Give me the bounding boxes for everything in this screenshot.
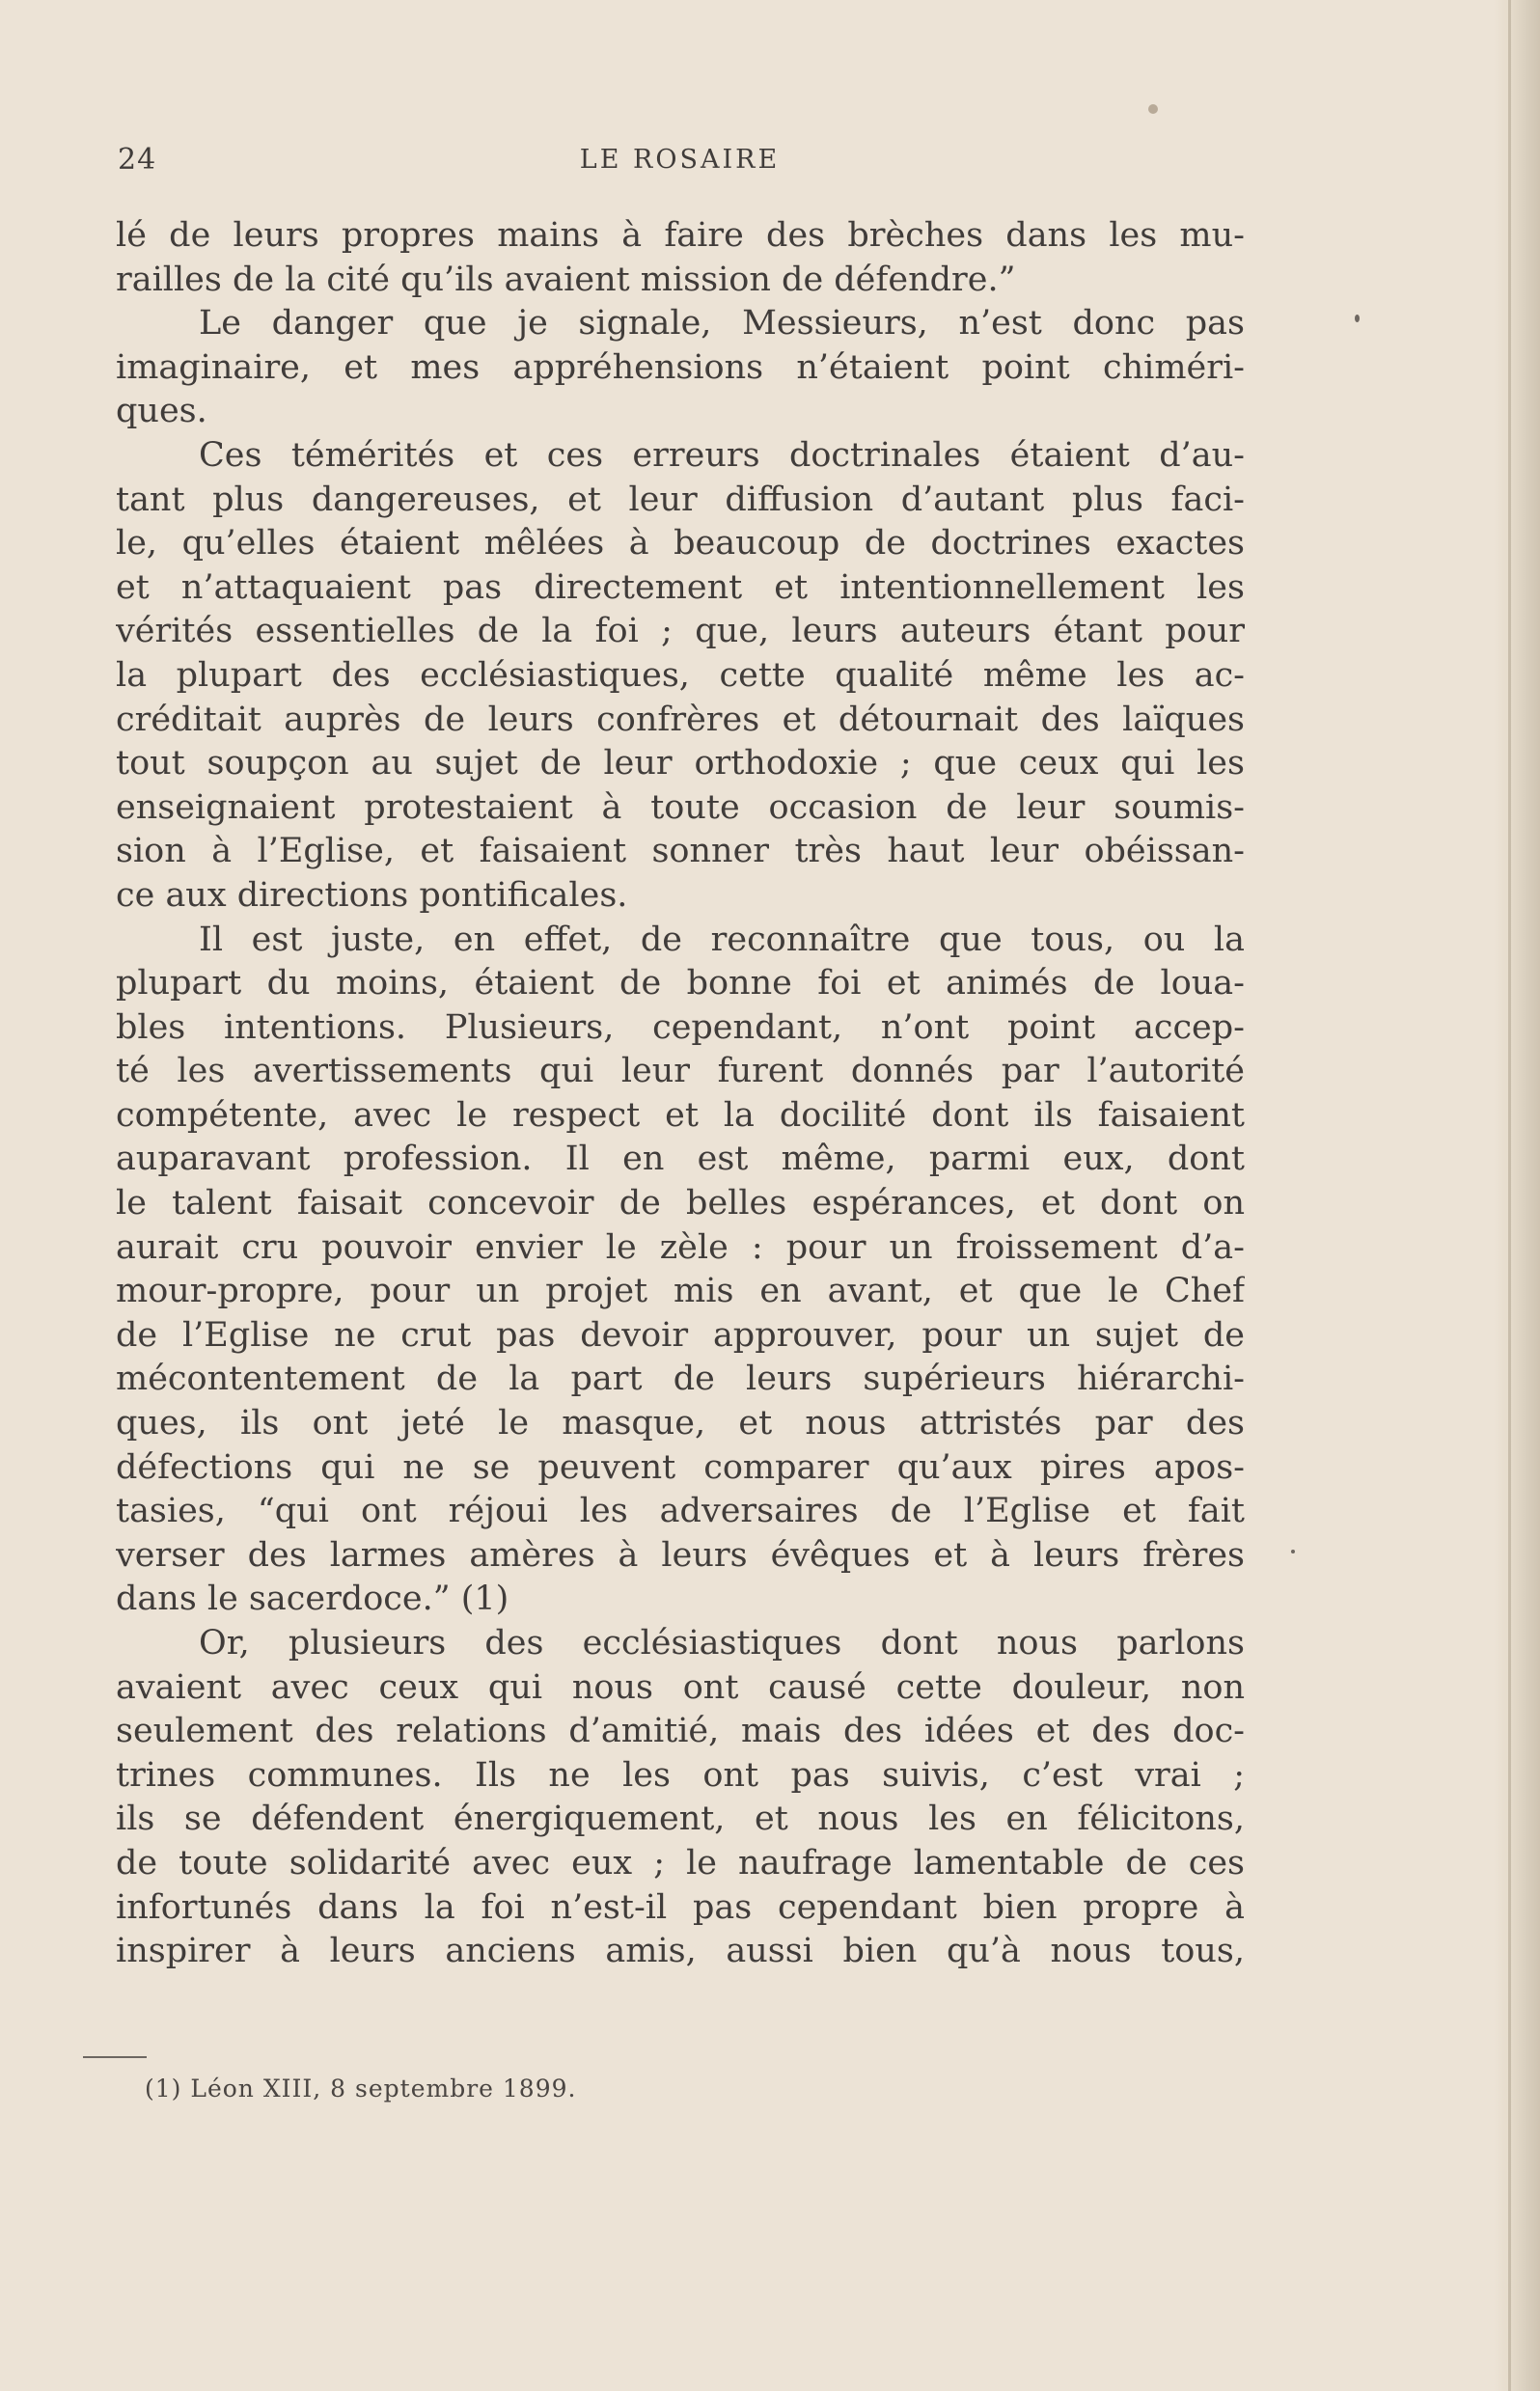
- text-line: ques, ils ont jeté le masque, et nous attristés par des: [116, 1404, 1245, 1443]
- paper-speck: [1355, 315, 1360, 322]
- text-line: défections qui ne se peuvent comparer qu’aux pires apos-: [116, 1447, 1245, 1487]
- text-line: aurait cru pouvoir envier le zèle : pour un froissement d’a-: [116, 1227, 1245, 1267]
- body-text: [116, 214, 1245, 1974]
- text-line: mécontentement de la part de leurs supérieurs hiérarchi-: [116, 1360, 1245, 1399]
- text-line: compétente, avec le respect et la docilité dont ils faisaient: [116, 1095, 1245, 1135]
- text-line: lé de leurs propres mains à faire des brèches dans les mu-: [116, 216, 1245, 255]
- text-line: vérités essentielles de la foi ; que, leurs auteurs étant pour: [116, 612, 1245, 651]
- page-edge-shadow: [1494, 0, 1540, 2391]
- text-line: infortunés dans la foi n’est-il pas cependant bien propre à: [116, 1887, 1245, 1927]
- text-line: té les avertissements qui leur furent donnés par l’autorité: [116, 1052, 1245, 1091]
- text-line: le talent faisait concevoir de belles espérances, et dont on: [116, 1184, 1245, 1223]
- footnote-divider: [83, 2056, 147, 2058]
- running-title: LE ROSAIRE: [579, 145, 781, 175]
- text-line: dans le sacerdoce.” (1): [116, 1580, 509, 1619]
- text-line: Le danger que je signale, Messieurs, n’est donc pas: [199, 304, 1245, 344]
- text-line: sion à l’Eglise, et faisaient sonner très haut leur obéissan-: [116, 832, 1245, 871]
- text-line: auparavant profession. Il en est même, parmi eux, dont: [116, 1140, 1245, 1179]
- text-line: tant plus dangereuses, et leur diffusion d’autant plus faci-: [116, 480, 1245, 519]
- text-line: Il est juste, en effet, de reconnaître que tous, ou la: [199, 920, 1245, 959]
- text-line: trines communes. Ils ne les ont pas suivis, c’est vrai ;: [116, 1755, 1245, 1795]
- text-line: créditait auprès de leurs confrères et détournait des laïques: [116, 700, 1245, 739]
- paper-speck: [1291, 1550, 1295, 1553]
- text-line: ils se défendent énergiquement, et nous les en félicitons,: [116, 1800, 1245, 1839]
- text-line: ques.: [116, 392, 207, 431]
- page-header: [118, 143, 1242, 181]
- text-line: tasies, “qui ont réjoui les adversaires de l’Eglise et fait: [116, 1492, 1245, 1531]
- text-line: le, qu’elles étaient mêlées à beaucoup de doctrines exactes: [116, 524, 1245, 563]
- text-line: avaient avec ceux qui nous ont causé cette douleur, non: [116, 1667, 1245, 1707]
- paper-speck: [1148, 104, 1158, 114]
- page-edge-line: [1508, 0, 1511, 2391]
- text-line: la plupart des ecclésiastiques, cette qualité même les ac-: [116, 655, 1245, 695]
- text-line: inspirer à leurs anciens amis, aussi bien qu’à nous tous,: [116, 1932, 1245, 1971]
- text-line: et n’attaquaient pas directement et intentionnellement les: [116, 567, 1245, 607]
- footnote: (1) Léon XIII, 8 septembre 1899.: [145, 2075, 577, 2102]
- text-line: de l’Eglise ne crut pas devoir approuver, pour un sujet de: [116, 1315, 1245, 1355]
- text-line: tout soupçon au sujet de leur orthodoxie ; que ceux qui les: [116, 744, 1245, 783]
- text-line: de toute solidarité avec eux ; le naufrage lamentable de ces: [116, 1843, 1245, 1883]
- page-number: 24: [118, 143, 157, 177]
- text-line: bles intentions. Plusieurs, cependant, n’ont point accep-: [116, 1007, 1245, 1047]
- text-line: plupart du moins, étaient de bonne foi et animés de loua-: [116, 964, 1245, 1003]
- text-line: verser des larmes amères à leurs évêques et à leurs frères: [116, 1535, 1245, 1575]
- text-line: seulement des relations d’amitié, mais des idées et des doc-: [116, 1712, 1245, 1751]
- text-line: imaginaire, et mes appréhensions n’étaient point chiméri-: [116, 347, 1245, 387]
- text-line: mour-propre, pour un projet mis en avant, et que le Chef: [116, 1272, 1245, 1311]
- text-line: railles de la cité qu’ils avaient mission de défendre.”: [116, 260, 1016, 299]
- text-line: ce aux directions pontificales.: [116, 875, 628, 915]
- text-line: Or, plusieurs des ecclésiastiques dont nous parlons: [199, 1624, 1245, 1663]
- text-line: enseignaient protestaient à toute occasion de leur soumis-: [116, 787, 1245, 827]
- text-line: Ces témérités et ces erreurs doctrinales étaient d’au-: [199, 435, 1245, 475]
